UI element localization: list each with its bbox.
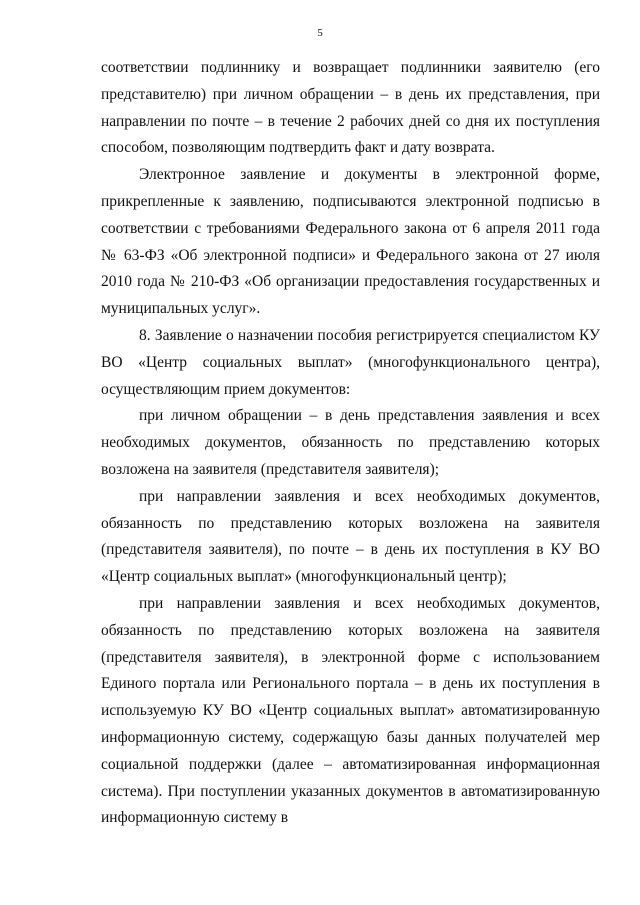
paragraph-electronic-form: при направлении заявления и всех необходимых документов, обязанность по представлению которых возложена на заявителя (представителя заявителя), в электронной форме с использованием Единого портала или Регионального портала – в день их поступления в используемую КУ ВО «Центр социальных выплат» автоматизированную информационную систему, содержащую базы данных получателей мер социальной поддержки (далее – автоматизированная информационная система). При поступлении указанных документов в автоматизированную информационную систему в [101, 594, 600, 827]
paragraph-registration: 8. Заявление о назначении пособия регистрируется специалистом КУ ВО «Центр социальных выплат» (многофункционального центра), осуществляющим прием документов: [101, 326, 600, 398]
paragraph-by-mail: при направлении заявления и всех необходимых документов, обязанность по представлению которых возложена на заявителя (представителя заявителя), по почте – в день их поступления в КУ ВО «Центр социальных выплат» (многофункциональный центр); [101, 487, 600, 586]
paragraph-personal-visit: при личном обращении – в день представления заявления и всех необходимых документов, обязанность по представлению которых возложена на заявителя (представителя заявителя); [101, 407, 600, 478]
document-body [101, 55, 600, 832]
page-number: 5 [317, 27, 323, 39]
paragraph-continuation: соответствии подлиннику и возвращает подлинники заявителю (его представителю) при личном обращении – в день их представления, при направлении по почте – в течение 2 рабочих дней со дня их поступления способом, позволяющим подтвердить факт и дату возврата. [101, 59, 600, 157]
paragraph-electronic-signature: Электронное заявление и документы в электронной форме, прикрепленные к заявлению, подписываются электронной подписью в соответствии с требованиями Федерального закона от 6 апреля 2011 года № 63-ФЗ «Об электронной подписи» и Федерального закона от 27 июля 2010 года № 210-ФЗ «Об организации предоставления государственных и муниципальных услуг». [101, 166, 600, 318]
